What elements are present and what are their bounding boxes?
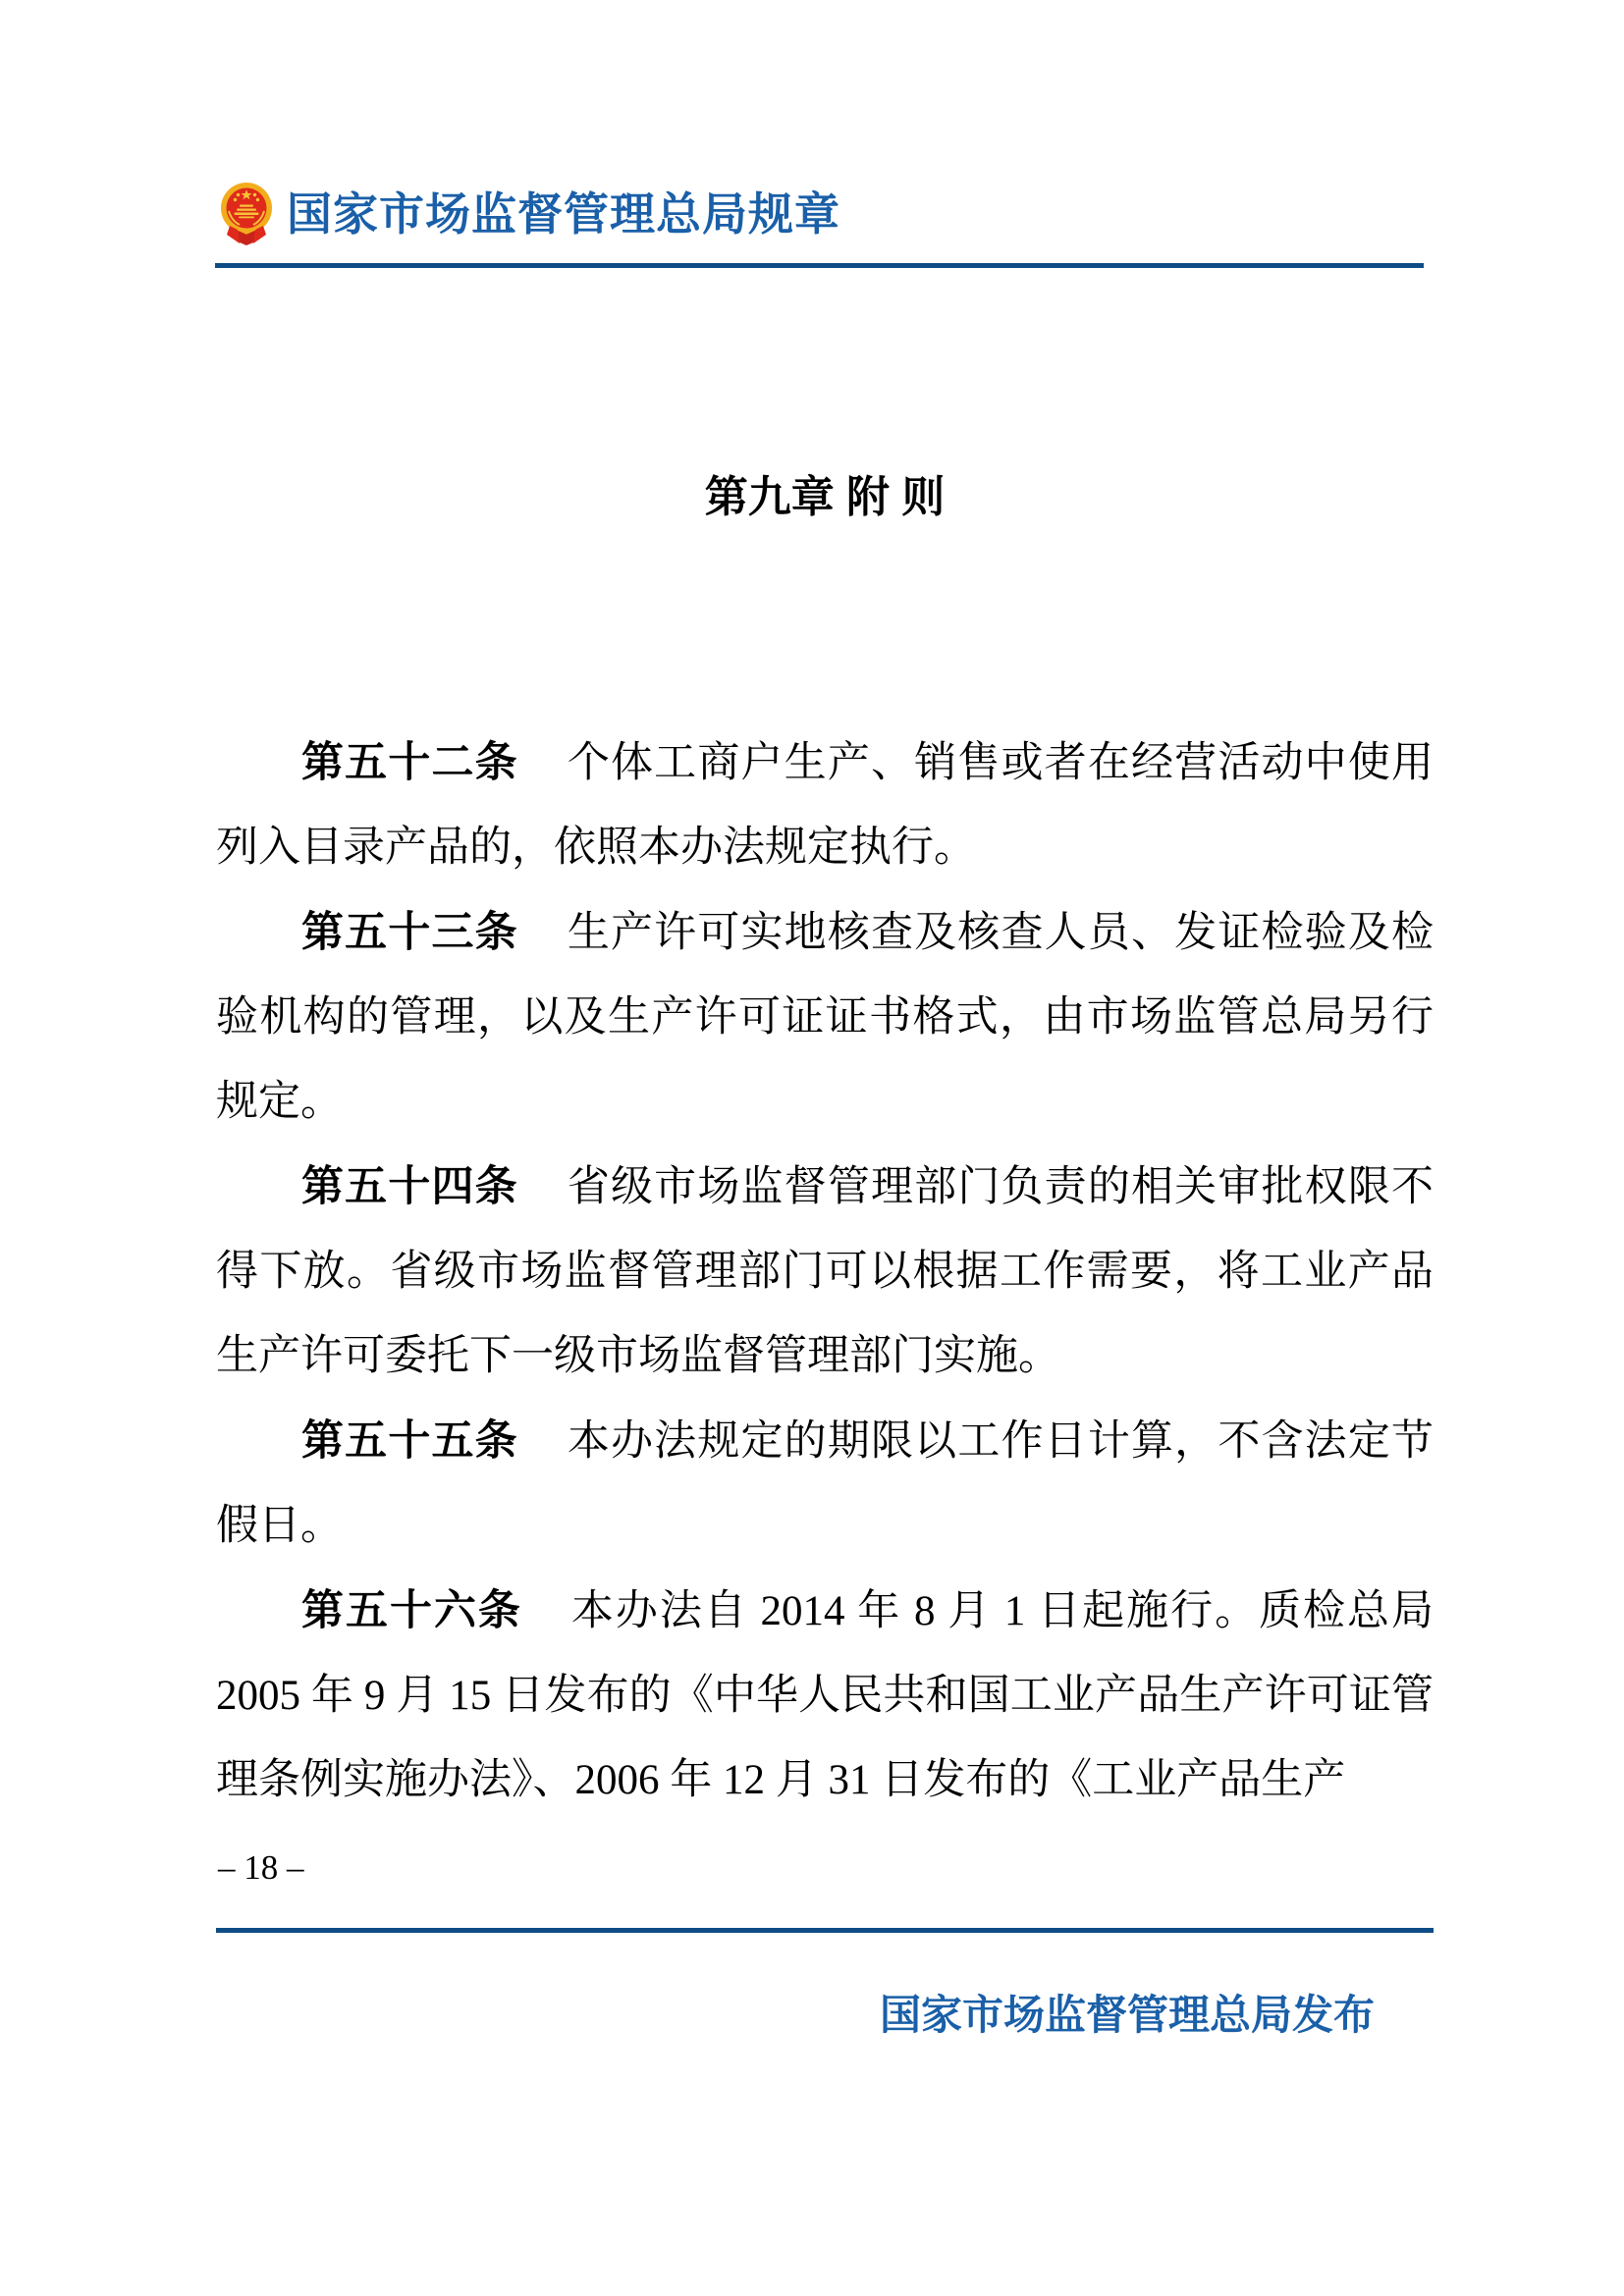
article-paragraph — [216, 1145, 1434, 1399]
china-national-emblem-icon — [220, 182, 273, 246]
article-number: 第五十五条 — [301, 1417, 518, 1465]
article-text: 本办法规定的期限以工作日计算，不含法定节假日。 — [216, 1418, 1435, 1549]
article-text: 个体工商户生产、销售或者在经营活动中使用列入目录产品的，依照本办法规定执行。 — [216, 740, 1435, 871]
article-number: 第五十六条 — [301, 1587, 522, 1634]
article-number: 第五十四条 — [301, 1163, 518, 1210]
article-text: 省级市场监督管理部门负责的相关审批权限不得下放。省级市场监督管理部门可以根据工作需要，将工业产品生产许可委托下一级市场监督管理部门实施。 — [216, 1164, 1435, 1379]
footer-divider — [216, 1928, 1434, 1933]
header-divider — [215, 263, 1424, 268]
article-paragraph — [216, 721, 1434, 890]
chapter-title: 第九章 附 则 — [704, 473, 946, 521]
article-number: 第五十二条 — [301, 739, 518, 786]
article-text: 生产许可实地核查及核查人员、发证检验及检验机构的管理，以及生产许可证证书格式，由市场监管总局另行规定。 — [216, 910, 1435, 1125]
document-body — [216, 721, 1434, 1823]
article-paragraph — [216, 890, 1434, 1145]
header-title: 国家市场监督管理总局规章 — [287, 188, 840, 240]
publisher-label: 国家市场监督管理总局发布 — [879, 1992, 1375, 2038]
article-paragraph — [216, 1569, 1434, 1823]
page-number: – 18 – — [218, 1848, 304, 1887]
article-text: 本办法自 2014 年 8 月 1 日起施行。质检总局 2005 年 9 月 15 日发布的《中华人民共和国工业产品生产许可证管理条例实施办法》、2006 年 12 月 31 日发布的《工业产品生产 — [216, 1588, 1435, 1803]
document-header — [220, 181, 840, 247]
article-paragraph — [216, 1399, 1434, 1569]
article-number: 第五十三条 — [301, 909, 518, 956]
